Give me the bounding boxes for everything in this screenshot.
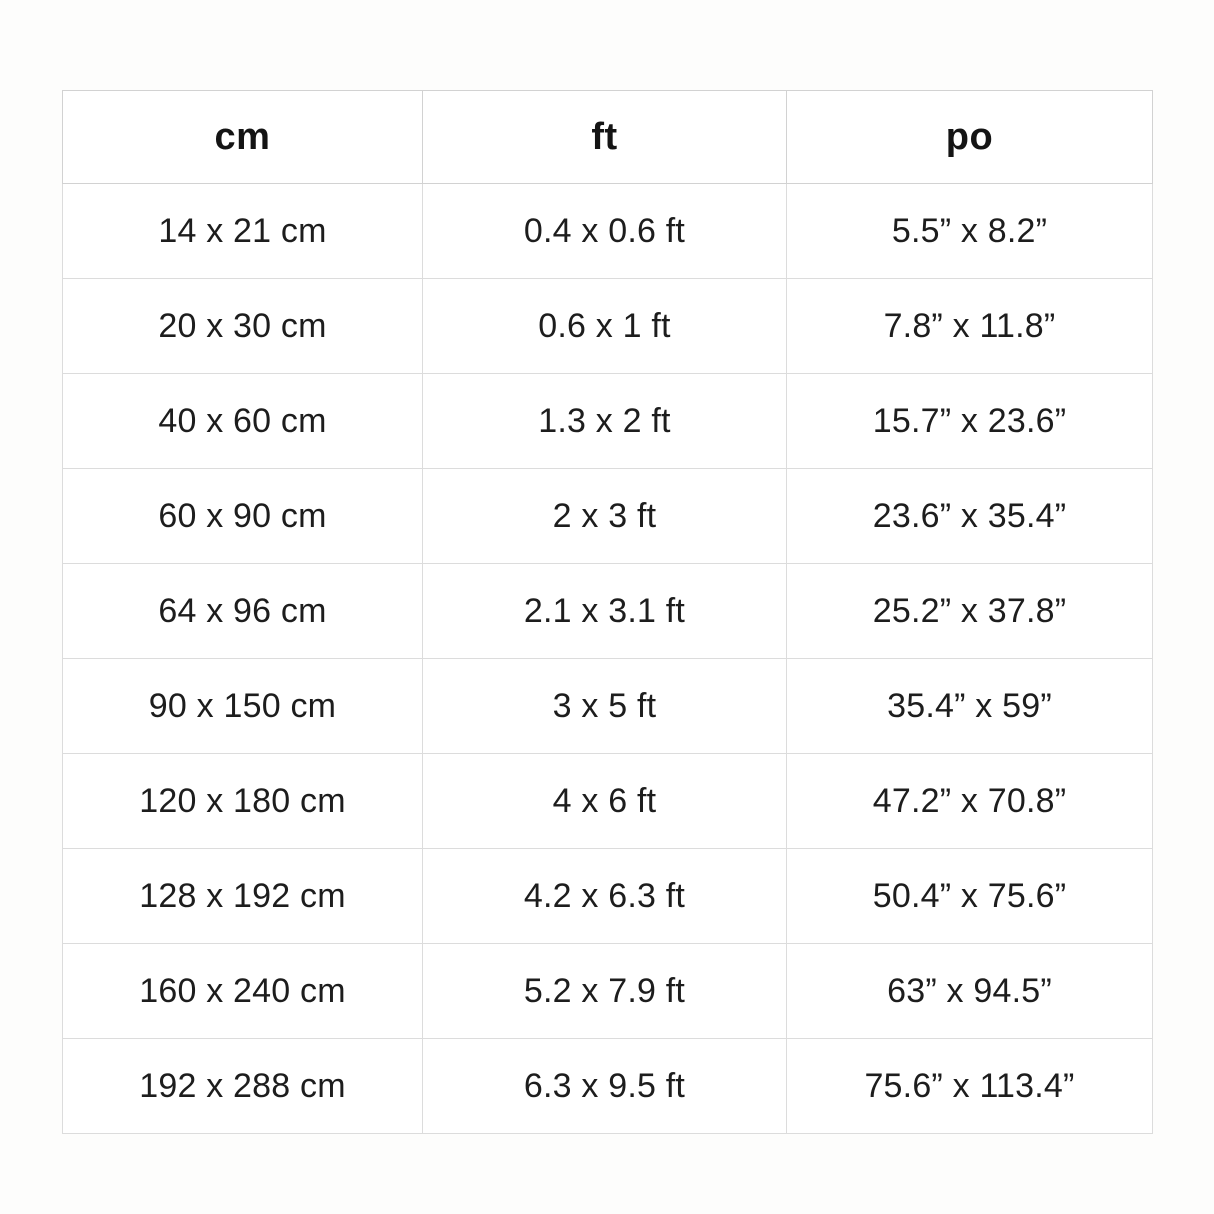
table-row [63,1039,1153,1134]
cell-cm: 14 x 21 cm [63,184,423,279]
column-header-ft: ft [423,91,787,184]
table-header [63,91,1153,184]
size-conversion-table-container [62,90,1152,1134]
table-header-row [63,91,1153,184]
cell-cm: 120 x 180 cm [63,754,423,849]
table-row [63,184,1153,279]
cell-ft: 0.6 x 1 ft [423,279,787,374]
table-body [63,184,1153,1134]
cell-po: 63” x 94.5” [787,944,1153,1039]
cell-po: 5.5” x 8.2” [787,184,1153,279]
table-row [63,469,1153,564]
table-row [63,564,1153,659]
cell-cm: 40 x 60 cm [63,374,423,469]
cell-cm: 20 x 30 cm [63,279,423,374]
table-row [63,659,1153,754]
cell-cm: 64 x 96 cm [63,564,423,659]
cell-cm: 192 x 288 cm [63,1039,423,1134]
cell-cm: 160 x 240 cm [63,944,423,1039]
cell-po: 47.2” x 70.8” [787,754,1153,849]
cell-po: 23.6” x 35.4” [787,469,1153,564]
cell-po: 25.2” x 37.8” [787,564,1153,659]
cell-ft: 4 x 6 ft [423,754,787,849]
cell-ft: 3 x 5 ft [423,659,787,754]
table-row [63,754,1153,849]
size-conversion-table [62,90,1153,1134]
cell-po: 50.4” x 75.6” [787,849,1153,944]
cell-ft: 0.4 x 0.6 ft [423,184,787,279]
table-row [63,849,1153,944]
cell-po: 75.6” x 113.4” [787,1039,1153,1134]
cell-ft: 6.3 x 9.5 ft [423,1039,787,1134]
column-header-po: po [787,91,1153,184]
table-row [63,944,1153,1039]
cell-po: 7.8” x 11.8” [787,279,1153,374]
cell-po: 15.7” x 23.6” [787,374,1153,469]
cell-ft: 4.2 x 6.3 ft [423,849,787,944]
cell-cm: 128 x 192 cm [63,849,423,944]
cell-ft: 1.3 x 2 ft [423,374,787,469]
cell-cm: 60 x 90 cm [63,469,423,564]
cell-ft: 2 x 3 ft [423,469,787,564]
cell-po: 35.4” x 59” [787,659,1153,754]
column-header-cm: cm [63,91,423,184]
cell-ft: 5.2 x 7.9 ft [423,944,787,1039]
table-row [63,279,1153,374]
cell-cm: 90 x 150 cm [63,659,423,754]
table-row [63,374,1153,469]
cell-ft: 2.1 x 3.1 ft [423,564,787,659]
